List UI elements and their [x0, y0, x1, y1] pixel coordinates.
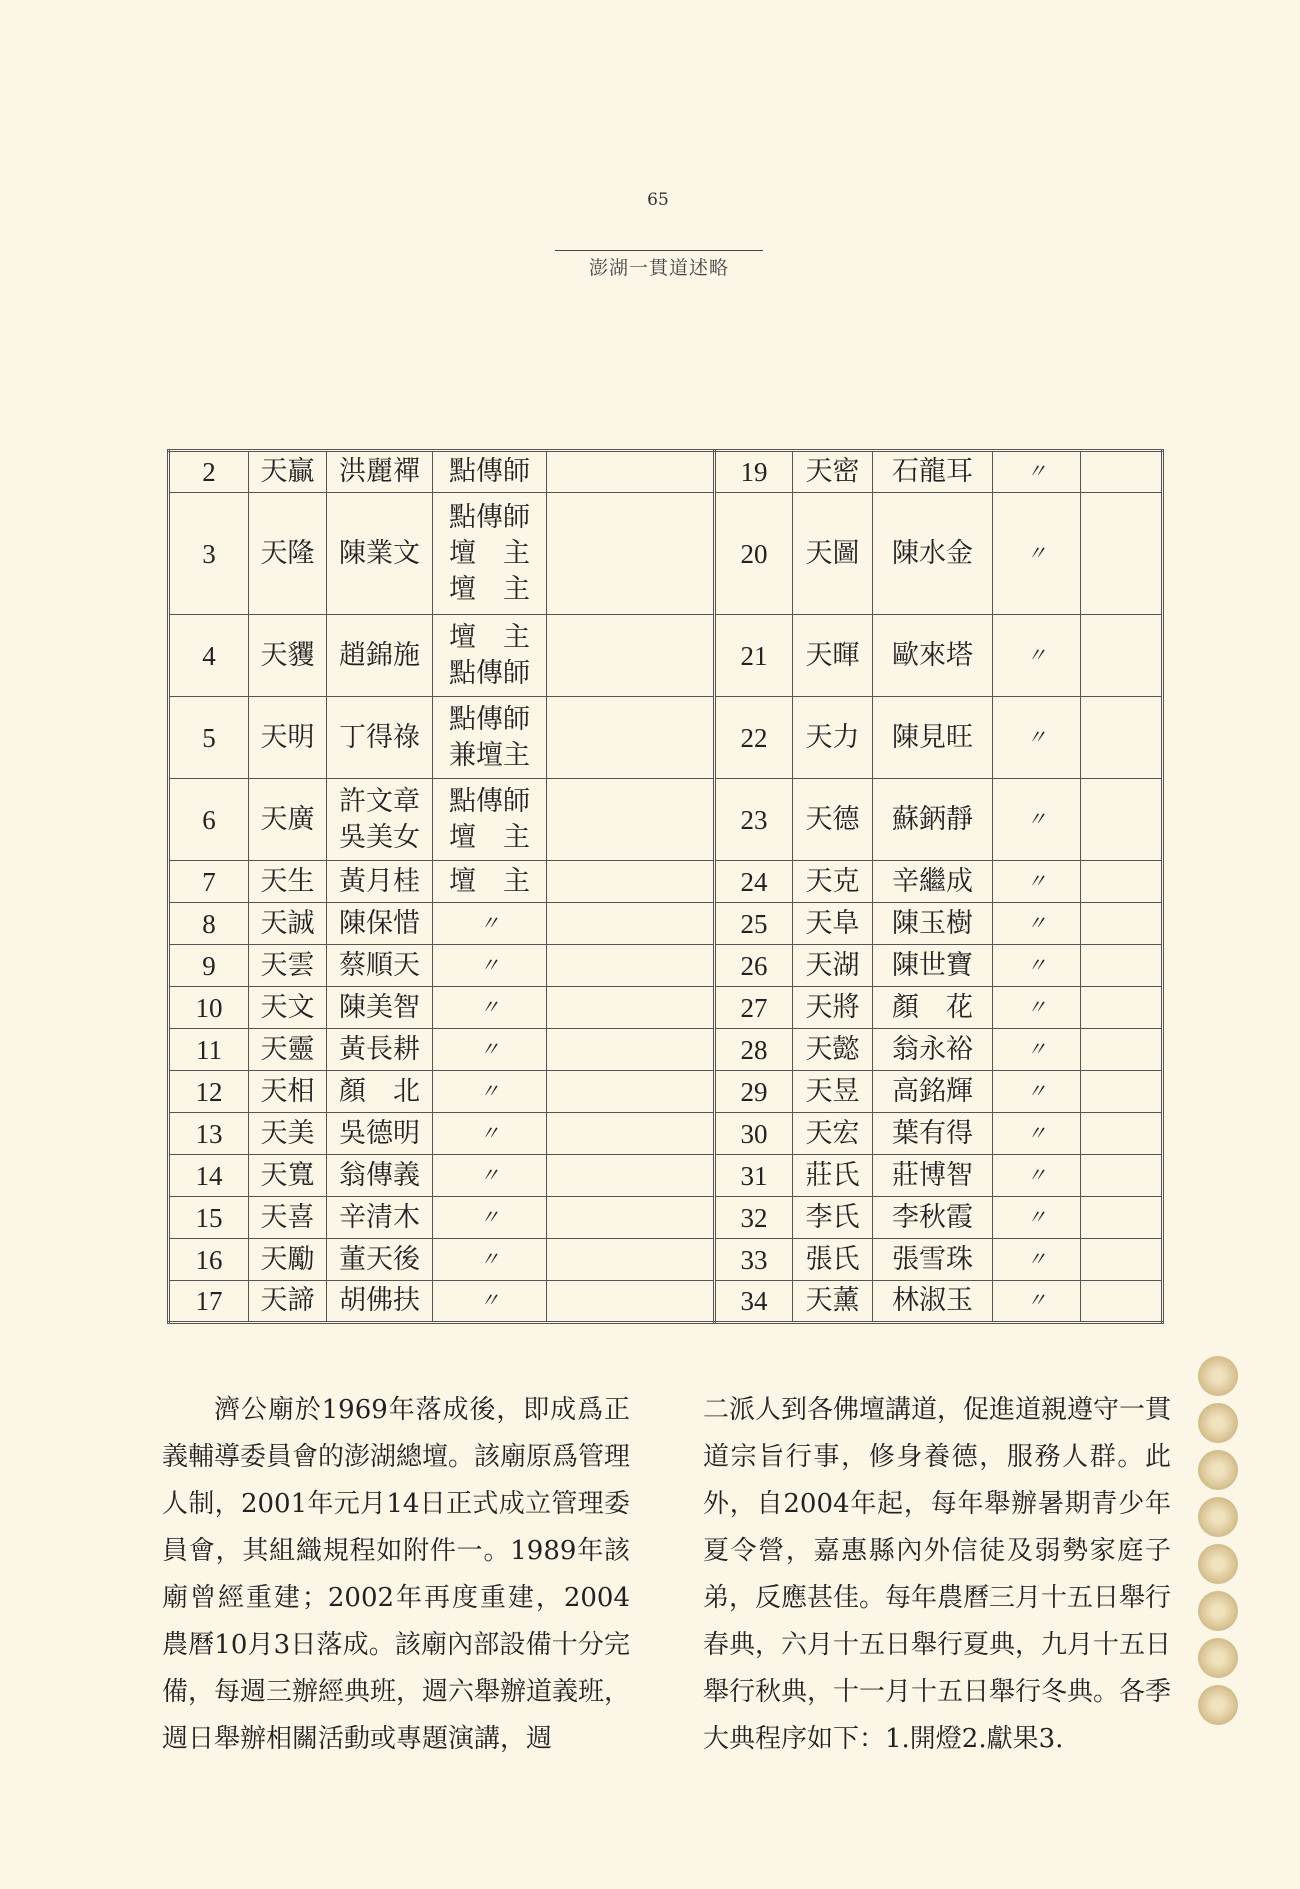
tianming-name: 天力: [793, 697, 873, 779]
note: [1081, 493, 1163, 615]
tianming-name: 天克: [793, 861, 873, 903]
row-number: 28: [715, 1029, 793, 1071]
member-name-line: 許文章: [339, 785, 420, 817]
role: 〃: [993, 493, 1081, 615]
member-name: [327, 493, 433, 615]
role-line: 〃: [479, 1290, 500, 1312]
tianming-name: 天懿: [793, 1029, 873, 1071]
member-name-line: 董天後: [339, 1243, 420, 1275]
member-name: [327, 779, 433, 861]
member-name: [327, 615, 433, 697]
note: [547, 697, 715, 779]
role-line: 壇 主: [449, 865, 530, 897]
member-name: 蘇鈵靜: [873, 779, 993, 861]
running-title: 澎湖一貫道述略: [588, 257, 729, 279]
table-row: [715, 903, 1163, 945]
tianming-name: 天靈: [249, 1029, 327, 1071]
role: [433, 1239, 547, 1281]
table-row: [169, 1029, 715, 1071]
member-name: [327, 451, 433, 493]
role: [433, 861, 547, 903]
role: [433, 945, 547, 987]
tianming-name: 天圖: [793, 493, 873, 615]
role-line: 壇 主: [449, 573, 530, 605]
member-name: 葉有得: [873, 1113, 993, 1155]
tianming-name: 天宏: [793, 1113, 873, 1155]
role-line: 〃: [479, 1122, 500, 1145]
note: [547, 1281, 715, 1323]
row-number: 26: [715, 945, 793, 987]
note: [1081, 1239, 1163, 1281]
row-number: 9: [169, 945, 249, 987]
tianming-name: 天將: [793, 987, 873, 1029]
tianming-name: 天薰: [793, 1281, 873, 1323]
member-name: [327, 945, 433, 987]
member-name: 張雪珠: [873, 1239, 993, 1281]
role: 〃: [993, 615, 1081, 697]
member-name: [327, 903, 433, 945]
row-number: 2: [169, 451, 249, 493]
table-row: [169, 697, 715, 779]
table-row: [169, 493, 715, 615]
tianming-name: 天阜: [793, 903, 873, 945]
member-name: 陳世寶: [873, 945, 993, 987]
row-number: 6: [169, 779, 249, 861]
member-name: 李秋霞: [873, 1197, 993, 1239]
row-number: 31: [715, 1155, 793, 1197]
note: [1081, 945, 1163, 987]
member-name: 石龍耳: [873, 451, 993, 493]
member-name: [327, 1113, 433, 1155]
note: [1081, 697, 1163, 779]
note: [547, 451, 715, 493]
role-line: 〃: [479, 1164, 500, 1187]
row-number: 22: [715, 697, 793, 779]
member-name-line: 胡佛扶: [339, 1285, 420, 1316]
row-number: 23: [715, 779, 793, 861]
table-row: [715, 1113, 1163, 1155]
table-row: [169, 1155, 715, 1197]
table-row: [715, 1029, 1163, 1071]
role: 〃: [993, 1281, 1081, 1323]
table-row: [715, 697, 1163, 779]
role: [433, 1281, 547, 1323]
note: [547, 1071, 715, 1113]
table-row: [715, 1155, 1163, 1197]
table-row: [169, 615, 715, 697]
role: 〃: [993, 945, 1081, 987]
member-name: [327, 1155, 433, 1197]
role: [433, 615, 547, 697]
note: [547, 779, 715, 861]
tianming-name: 天隆: [249, 493, 327, 615]
paragraph: 濟公廟於1969年落成後，即成爲正義輔導委員會的澎湖總壇。該廟原爲管理人制，2001年元月14日正式成立管理委員會，其組織規程如附件一。1989年該廟曾經重建；2002年再度重建，2004農曆10月3日落成。該廟內部設備十分完備，每週三辦經典班，週六舉辦道義班，週日舉辦相關活動或專題演講，週: [162, 1395, 631, 1754]
member-name: 林淑玉: [873, 1281, 993, 1323]
member-name-line: 洪麗禪: [339, 456, 420, 487]
row-number: 32: [715, 1197, 793, 1239]
role: [433, 1029, 547, 1071]
tianming-name: 天生: [249, 861, 327, 903]
role-line: 兼壇主: [449, 739, 530, 771]
table-row: [169, 779, 715, 861]
member-name-line: 趙錦施: [339, 639, 420, 671]
role-line: 〃: [479, 954, 500, 977]
tianming-name: 天湖: [793, 945, 873, 987]
note: [547, 903, 715, 945]
row-number: 30: [715, 1113, 793, 1155]
role-line: 壇 主: [449, 537, 530, 569]
role: 〃: [993, 1155, 1081, 1197]
member-name: 高銘輝: [873, 1071, 993, 1113]
note: [547, 987, 715, 1029]
tianming-name: 天諦: [249, 1281, 327, 1323]
role: [433, 1113, 547, 1155]
role: 〃: [993, 779, 1081, 861]
note: [1081, 1029, 1163, 1071]
member-name: [327, 1281, 433, 1323]
tianming-name: 張氏: [793, 1239, 873, 1281]
note: [547, 1155, 715, 1197]
role: [433, 1197, 547, 1239]
role-line: 〃: [479, 1248, 500, 1271]
member-name: 翁永裕: [873, 1029, 993, 1071]
note: [1081, 987, 1163, 1029]
role: [433, 1071, 547, 1113]
member-name-line: 丁得祿: [339, 721, 420, 753]
row-number: 12: [169, 1071, 249, 1113]
table-row: [169, 987, 715, 1029]
table-row: [169, 1239, 715, 1281]
role: 〃: [993, 451, 1081, 493]
role-line: 點傳師: [449, 456, 530, 487]
role-line: 點傳師: [449, 501, 530, 533]
table-row: [715, 615, 1163, 697]
row-number: 21: [715, 615, 793, 697]
note: [1081, 1113, 1163, 1155]
row-number: 3: [169, 493, 249, 615]
member-name-line: 黃月桂: [339, 865, 420, 897]
note: [1081, 861, 1163, 903]
role-line: 〃: [479, 912, 500, 935]
page-number: 65: [647, 190, 669, 210]
role: 〃: [993, 697, 1081, 779]
role-line: 點傳師: [449, 657, 530, 689]
member-name-line: 翁傳義: [339, 1159, 420, 1191]
note: [547, 493, 715, 615]
note: [547, 1239, 715, 1281]
role: 〃: [993, 1029, 1081, 1071]
member-name-line: 吳德明: [339, 1117, 420, 1149]
body-text-right: [703, 1387, 1171, 1763]
member-name-line: 辛清木: [339, 1201, 420, 1233]
member-name: 顏 花: [873, 987, 993, 1029]
row-number: 34: [715, 1281, 793, 1323]
table-row: [715, 861, 1163, 903]
member-name: [327, 987, 433, 1029]
note: [547, 945, 715, 987]
row-number: 19: [715, 451, 793, 493]
note: [547, 861, 715, 903]
note: [547, 1029, 715, 1071]
role: 〃: [993, 987, 1081, 1029]
note: [1081, 903, 1163, 945]
member-name: [327, 1071, 433, 1113]
row-number: 14: [169, 1155, 249, 1197]
role: 〃: [993, 1239, 1081, 1281]
tianming-name: 天勵: [249, 1239, 327, 1281]
tianming-name: 天美: [249, 1113, 327, 1155]
row-number: 5: [169, 697, 249, 779]
member-name: 莊博智: [873, 1155, 993, 1197]
row-number: 7: [169, 861, 249, 903]
header-rule: [555, 250, 763, 251]
member-table-left: [167, 449, 716, 1324]
note: [1081, 1071, 1163, 1113]
row-number: 4: [169, 615, 249, 697]
role: 〃: [993, 1071, 1081, 1113]
table-row: [715, 945, 1163, 987]
role: 〃: [993, 861, 1081, 903]
note: [1081, 615, 1163, 697]
member-name: [327, 1197, 433, 1239]
row-number: 33: [715, 1239, 793, 1281]
row-number: 17: [169, 1281, 249, 1323]
role: [433, 451, 547, 493]
role: 〃: [993, 903, 1081, 945]
member-name: 陳玉樹: [873, 903, 993, 945]
note: [1081, 779, 1163, 861]
tianming-name: 天廣: [249, 779, 327, 861]
tianming-name: 莊氏: [793, 1155, 873, 1197]
member-name-line: 蔡順天: [339, 949, 420, 981]
tianming-name: 天喜: [249, 1197, 327, 1239]
note: [1081, 1197, 1163, 1239]
tianming-name: 天贏: [249, 451, 327, 493]
decorative-border-ornament: [1194, 1356, 1242, 1732]
row-number: 20: [715, 493, 793, 615]
note: [1081, 1281, 1163, 1323]
table-row: [169, 1281, 715, 1323]
table-row: [715, 1071, 1163, 1113]
note: [1081, 451, 1163, 493]
table-row: [715, 1281, 1163, 1323]
table-row: [715, 451, 1163, 493]
table-row: [169, 1113, 715, 1155]
role: 〃: [993, 1113, 1081, 1155]
member-name-line: 顏 北: [339, 1075, 420, 1107]
member-name-line: 陳保惜: [339, 907, 420, 939]
role: [433, 697, 547, 779]
role-line: 〃: [479, 1206, 500, 1229]
tianming-name: 李氏: [793, 1197, 873, 1239]
tianming-name: 天德: [793, 779, 873, 861]
role-line: 〃: [479, 1038, 500, 1061]
row-number: 25: [715, 903, 793, 945]
role: [433, 903, 547, 945]
table-row: [169, 903, 715, 945]
row-number: 11: [169, 1029, 249, 1071]
role: [433, 987, 547, 1029]
member-name-line: 黃長耕: [339, 1033, 420, 1065]
member-table-right: [713, 449, 1164, 1324]
role-line: 〃: [479, 1080, 500, 1103]
tianming-name: 天昱: [793, 1071, 873, 1113]
member-name-line: 吳美女: [339, 821, 420, 853]
paragraph: 二派人到各佛壇講道，促進道親遵守一貫道宗旨行事，修身養德，服務人群。此外，自2004年起，每年舉辦暑期青少年夏令營，嘉惠縣內外信徒及弱勢家庭子弟，反應甚佳。每年農曆三月十五日舉行春典，六月十五日舉行夏典，九月十五日舉行秋典，十一月十五日舉行冬典。各季大典程序如下：1.開燈2.獻果3.: [703, 1395, 1172, 1754]
row-number: 10: [169, 987, 249, 1029]
role: [433, 1155, 547, 1197]
member-name: [327, 861, 433, 903]
role: [433, 493, 547, 615]
tianming-name: 天密: [793, 451, 873, 493]
role-line: 點傳師: [449, 703, 530, 735]
table-row: [169, 1071, 715, 1113]
tianming-name: 天寬: [249, 1155, 327, 1197]
table-row: [715, 987, 1163, 1029]
tianming-name: 天相: [249, 1071, 327, 1113]
row-number: 24: [715, 861, 793, 903]
table-row: [715, 1239, 1163, 1281]
member-name: 陳水金: [873, 493, 993, 615]
row-number: 13: [169, 1113, 249, 1155]
table-row: [169, 945, 715, 987]
note: [1081, 1155, 1163, 1197]
role: [433, 779, 547, 861]
row-number: 29: [715, 1071, 793, 1113]
role-line: 點傳師: [449, 785, 530, 817]
table-row: [715, 779, 1163, 861]
member-name-line: 陳美智: [339, 991, 420, 1023]
note: [547, 1197, 715, 1239]
table-row: [715, 1197, 1163, 1239]
tianming-name: 天雲: [249, 945, 327, 987]
member-name: [327, 1239, 433, 1281]
tianming-name: 天明: [249, 697, 327, 779]
table-row: [169, 451, 715, 493]
row-number: 27: [715, 987, 793, 1029]
row-number: 16: [169, 1239, 249, 1281]
table-row: [169, 1197, 715, 1239]
tianming-name: 天誠: [249, 903, 327, 945]
tianming-name: 天文: [249, 987, 327, 1029]
row-number: 15: [169, 1197, 249, 1239]
tianming-name: 天貜: [249, 615, 327, 697]
table-row: [715, 493, 1163, 615]
member-name: 辛繼成: [873, 861, 993, 903]
role-line: 壇 主: [449, 621, 530, 653]
member-name-line: 陳業文: [339, 537, 420, 569]
row-number: 8: [169, 903, 249, 945]
member-name: 陳見旺: [873, 697, 993, 779]
role-line: 〃: [479, 996, 500, 1019]
member-name: [327, 1029, 433, 1071]
tianming-name: 天暉: [793, 615, 873, 697]
role-line: 壇 主: [449, 821, 530, 853]
note: [547, 615, 715, 697]
body-text-left: [162, 1387, 630, 1763]
member-name: 歐來塔: [873, 615, 993, 697]
member-name: [327, 697, 433, 779]
note: [547, 1113, 715, 1155]
role: 〃: [993, 1197, 1081, 1239]
table-row: [169, 861, 715, 903]
